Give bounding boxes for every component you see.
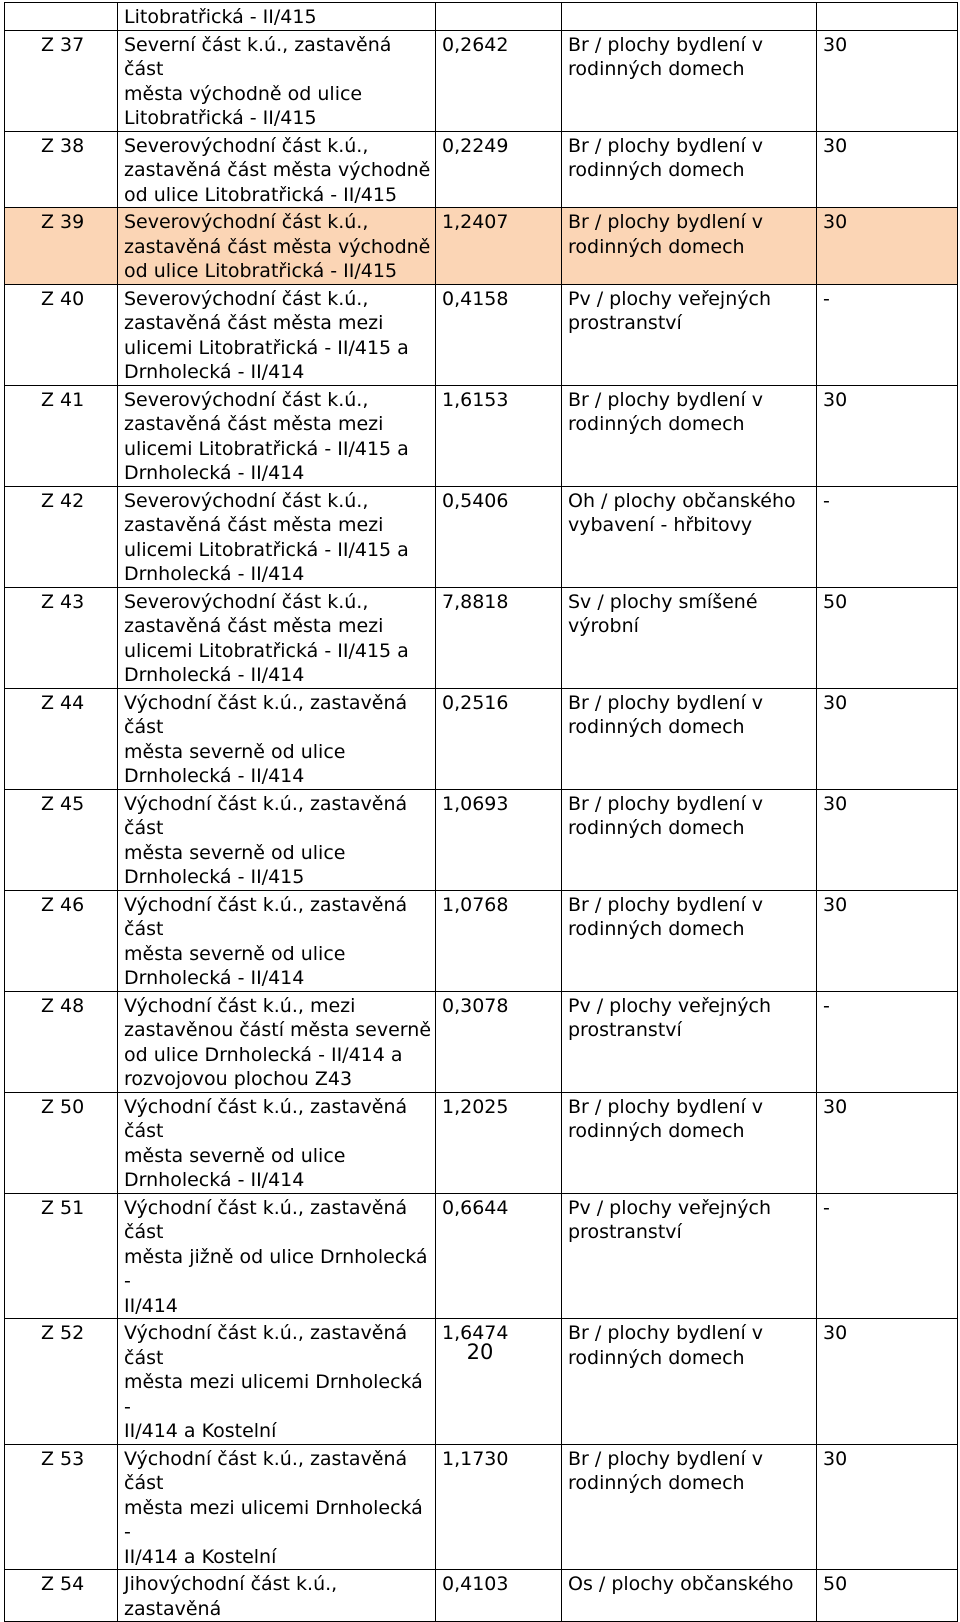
area-ha-cell-text: 7,8818 (442, 590, 509, 613)
area-id-cell-text: Z 50 (41, 1095, 85, 1118)
area-id-cell (5, 131, 118, 208)
area-id-cell (5, 208, 118, 285)
land-use-cell (562, 1193, 817, 1319)
land-use-cell-text: Br / plochy bydlení v rodinných domech (568, 1447, 764, 1494)
area-ha-cell-text: 0,3078 (442, 994, 509, 1017)
land-use-cell-text: Pv / plochy veřejných prostranství (568, 287, 771, 334)
table-row (5, 385, 958, 486)
area-ha-cell-text: 0,2642 (442, 33, 509, 56)
value-cell-text: 30 (823, 691, 848, 714)
land-use-cell (562, 890, 817, 991)
location-cell-text: Východní část k.ú., mezi zastavěnou částí města severně od ulice Drnholecká - II/414 a rozvojovou plochou Z43 (124, 994, 432, 1090)
area-id-cell-text: Z 40 (41, 287, 85, 310)
land-use-cell (562, 1319, 817, 1445)
area-id-cell-text: Z 53 (41, 1447, 85, 1470)
table-row (5, 688, 958, 789)
location-cell-text: Východní část k.ú., zastavěná část města severně od ulice Drnholecká - II/414 (124, 1095, 408, 1191)
table-row (5, 1570, 958, 1622)
value-cell-text: - (823, 994, 830, 1017)
value-cell-text: - (823, 1196, 830, 1219)
area-ha-cell-text: 1,2407 (442, 211, 509, 233)
location-cell (118, 1444, 436, 1570)
land-use-cell-text: Br / plochy bydlení v rodinných domech (568, 792, 764, 839)
area-ha-cell (436, 890, 562, 991)
area-ha-cell (436, 587, 562, 688)
location-cell-text: Severovýchodní část k.ú., zastavěná část města mezi ulicemi Litobratřická - II/415 a Drnholecká - II/414 (124, 287, 409, 383)
area-id-cell (5, 688, 118, 789)
area-ha-cell-text: 1,1730 (442, 1447, 509, 1470)
location-cell-text: Severovýchodní část k.ú., zastavěná část města východně od ulice Litobratřická - II/415 (124, 211, 431, 282)
location-cell-text: Severovýchodní část k.ú., zastavěná část města mezi ulicemi Litobratřická - II/415 a Drnholecká - II/414 (124, 590, 409, 686)
location-cell (118, 208, 436, 285)
table-row (5, 208, 958, 285)
area-id-cell (5, 486, 118, 587)
area-ha-cell (436, 688, 562, 789)
area-ha-cell-text: 0,4158 (442, 287, 509, 310)
land-use-cell (562, 385, 817, 486)
location-cell-text: Východní část k.ú., zastavěná část města mezi ulicemi Drnholecká - II/414 a Kostelní (124, 1322, 423, 1442)
value-cell-text: 30 (823, 33, 848, 56)
location-cell (118, 284, 436, 385)
land-use-cell (562, 587, 817, 688)
area-id-cell-text: Z 39 (41, 211, 85, 233)
value-cell (817, 587, 958, 688)
location-cell-text: Východní část k.ú., zastavěná část města jižně od ulice Drnholecká - II/414 (124, 1196, 428, 1317)
area-ha-cell (436, 3, 562, 31)
location-cell-text: Východní část k.ú., zastavěná část města mezi ulicemi Drnholecká - II/414 a Kostelní (124, 1447, 423, 1568)
value-cell-text: - (823, 489, 830, 512)
land-use-cell (562, 208, 817, 285)
land-use-cell-text: Sv / plochy smíšené výrobní (568, 590, 758, 637)
area-ha-cell-text: 0,2516 (442, 691, 509, 714)
area-ha-cell (436, 208, 562, 285)
location-cell (118, 385, 436, 486)
value-cell (817, 991, 958, 1092)
area-ha-cell-text: 0,2249 (442, 134, 509, 157)
area-id-cell (5, 1092, 118, 1193)
value-cell (817, 789, 958, 890)
value-cell (817, 284, 958, 385)
value-cell-text: - (823, 287, 830, 310)
area-id-cell (5, 284, 118, 385)
area-ha-cell (436, 1193, 562, 1319)
land-use-cell-text: Br / plochy bydlení v rodinných domech (568, 134, 764, 181)
area-ha-cell (436, 30, 562, 131)
area-ha-cell (436, 991, 562, 1092)
area-id-cell (5, 30, 118, 131)
area-ha-cell-text: 0,5406 (442, 489, 509, 512)
table-row (5, 1092, 958, 1193)
area-id-cell-text: Z 41 (41, 388, 85, 411)
area-id-cell (5, 3, 118, 31)
table-row (5, 890, 958, 991)
table-row (5, 587, 958, 688)
area-id-cell-text: Z 52 (41, 1322, 85, 1344)
value-cell (817, 1092, 958, 1193)
value-cell (817, 1570, 958, 1622)
area-ha-cell (436, 789, 562, 890)
value-cell (817, 1193, 958, 1319)
value-cell (817, 208, 958, 285)
land-use-cell-text: Os / plochy občanského (568, 1573, 794, 1595)
land-use-cell (562, 1444, 817, 1570)
area-id-cell-text: Z 45 (41, 792, 85, 815)
table-row (5, 486, 958, 587)
location-cell-text: Východní část k.ú., zastavěná část města severně od ulice Drnholecká - II/414 (124, 691, 408, 787)
area-ha-cell-text: 1,6153 (442, 388, 509, 411)
area-id-cell-text: Z 38 (41, 134, 85, 157)
location-cell (118, 486, 436, 587)
table-row (5, 1319, 958, 1445)
value-cell (817, 890, 958, 991)
area-id-cell-text: Z 54 (41, 1573, 85, 1595)
area-ha-cell-text: 1,2025 (442, 1095, 509, 1118)
value-cell (817, 486, 958, 587)
area-id-cell-text: Z 42 (41, 489, 85, 512)
area-ha-cell-text: 0,6644 (442, 1196, 509, 1219)
location-cell (118, 789, 436, 890)
location-cell (118, 1319, 436, 1445)
area-ha-cell (436, 284, 562, 385)
location-cell-text: Litobratřická - II/415 (124, 6, 317, 28)
area-id-cell (5, 1570, 118, 1622)
value-cell (817, 3, 958, 31)
area-id-cell (5, 1193, 118, 1319)
location-cell (118, 3, 436, 31)
land-use-cell-text: Oh / plochy občanského vybavení - hřbitovy (568, 489, 796, 536)
location-cell (118, 1193, 436, 1319)
table-row (5, 789, 958, 890)
location-cell (118, 131, 436, 208)
value-cell-text: 30 (823, 211, 848, 233)
area-ha-cell (436, 1319, 562, 1445)
land-use-cell (562, 284, 817, 385)
table-row (5, 1193, 958, 1319)
location-cell (118, 1092, 436, 1193)
location-cell-text: Východní část k.ú., zastavěná část města severně od ulice Drnholecká - II/414 (124, 893, 408, 989)
land-use-cell-text: Br / plochy bydlení v rodinných domech (568, 1322, 764, 1369)
area-ha-cell-text: 0,4103 (442, 1573, 509, 1595)
land-use-cell (562, 131, 817, 208)
value-cell-text: 30 (823, 1447, 848, 1470)
location-cell (118, 30, 436, 131)
area-ha-cell-text: 1,0693 (442, 792, 509, 815)
value-cell (817, 1319, 958, 1445)
area-id-cell-text: Z 48 (41, 994, 85, 1017)
area-id-cell (5, 587, 118, 688)
location-cell (118, 587, 436, 688)
land-use-cell (562, 1092, 817, 1193)
area-id-cell-text: Z 51 (41, 1196, 85, 1219)
area-id-cell (5, 1319, 118, 1445)
location-cell-text: Severovýchodní část k.ú., zastavěná část města východně od ulice Litobratřická - II/415 (124, 134, 431, 206)
area-id-cell (5, 789, 118, 890)
area-ha-cell (436, 1092, 562, 1193)
location-cell (118, 688, 436, 789)
table-row (5, 3, 958, 31)
area-ha-cell-text: 1,0768 (442, 893, 509, 916)
value-cell-text: 30 (823, 1322, 848, 1344)
zoning-table-body (5, 3, 958, 1622)
value-cell-text: 50 (823, 590, 848, 613)
value-cell-text: 30 (823, 893, 848, 916)
location-cell-text: Severní část k.ú., zastavěná část města východně od ulice Litobratřická - II/415 (124, 33, 392, 129)
value-cell (817, 385, 958, 486)
table-row (5, 284, 958, 385)
value-cell-text: 30 (823, 134, 848, 157)
area-id-cell (5, 991, 118, 1092)
area-ha-cell (436, 486, 562, 587)
table-row (5, 1444, 958, 1570)
land-use-cell (562, 688, 817, 789)
table-row (5, 131, 958, 208)
land-use-cell-text: Br / plochy bydlení v rodinných domech (568, 893, 764, 940)
table-row (5, 30, 958, 131)
area-ha-cell (436, 385, 562, 486)
table-row (5, 991, 958, 1092)
land-use-cell (562, 486, 817, 587)
area-ha-cell (436, 131, 562, 208)
value-cell (817, 131, 958, 208)
value-cell-text: 30 (823, 792, 848, 815)
zoning-table (4, 2, 958, 1622)
area-id-cell (5, 1444, 118, 1570)
page-number: 20 (466, 1340, 494, 1364)
area-ha-cell (436, 1444, 562, 1570)
location-cell (118, 991, 436, 1092)
land-use-cell-text: Br / plochy bydlení v rodinných domech (568, 33, 764, 80)
location-cell-text: Severovýchodní část k.ú., zastavěná část města mezi ulicemi Litobratřická - II/415 a Drnholecká - II/414 (124, 388, 409, 484)
land-use-cell (562, 3, 817, 31)
area-id-cell-text: Z 37 (41, 33, 85, 56)
location-cell (118, 1570, 436, 1622)
land-use-cell (562, 991, 817, 1092)
land-use-cell-text: Br / plochy bydlení v rodinných domech (568, 211, 764, 258)
value-cell-text: 30 (823, 388, 848, 411)
area-ha-cell (436, 1570, 562, 1622)
value-cell (817, 30, 958, 131)
location-cell-text: Východní část k.ú., zastavěná část města severně od ulice Drnholecká - II/415 (124, 792, 408, 888)
location-cell-text: Severovýchodní část k.ú., zastavěná část města mezi ulicemi Litobratřická - II/415 a Drnholecká - II/414 (124, 489, 409, 585)
value-cell-text: 30 (823, 1095, 848, 1118)
land-use-cell (562, 1570, 817, 1622)
area-id-cell (5, 890, 118, 991)
value-cell-text: 50 (823, 1573, 848, 1595)
area-id-cell (5, 385, 118, 486)
land-use-cell-text: Br / plochy bydlení v rodinných domech (568, 1095, 764, 1142)
land-use-cell (562, 30, 817, 131)
location-cell (118, 890, 436, 991)
land-use-cell-text: Br / plochy bydlení v rodinných domech (568, 388, 764, 435)
value-cell (817, 1444, 958, 1570)
area-ha-cell-text: 1,6474 (442, 1322, 509, 1344)
land-use-cell-text: Pv / plochy veřejných prostranství (568, 994, 771, 1041)
area-id-cell-text: Z 44 (41, 691, 85, 714)
value-cell (817, 688, 958, 789)
land-use-cell-text: Br / plochy bydlení v rodinných domech (568, 691, 764, 738)
land-use-cell (562, 789, 817, 890)
location-cell-text: Jihovýchodní část k.ú., zastavěná (124, 1573, 338, 1620)
area-id-cell-text: Z 43 (41, 590, 85, 613)
area-id-cell-text: Z 46 (41, 893, 85, 916)
land-use-cell-text: Pv / plochy veřejných prostranství (568, 1196, 771, 1243)
